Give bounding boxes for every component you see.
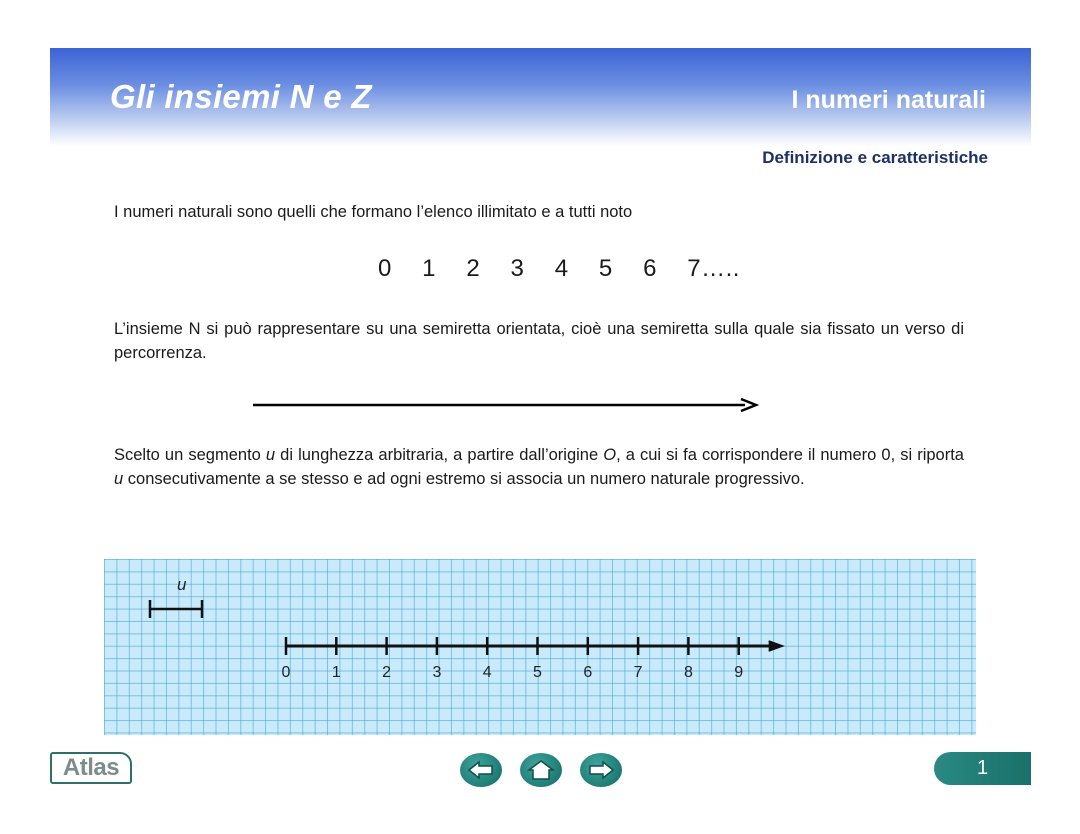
para3-text-a: Scelto un segmento	[114, 446, 266, 464]
page-number: 1	[934, 752, 1031, 785]
number-line-tick-label: 4	[482, 664, 492, 681]
para3-origin: O	[603, 446, 617, 464]
header-banner	[50, 48, 1031, 146]
ray-paragraph: L’insieme N si può rappresentare su una semiretta orientata, cioè una semiretta sulla quale sia fissato un verso di percorrenza.	[114, 320, 964, 362]
number-line-tick-label: 3	[432, 664, 442, 681]
segment-paragraph	[114, 443, 964, 491]
natural-numbers-sequence: 0 1 2 3 4 5 6 7…..	[378, 255, 740, 282]
number-line-tick-label: 5	[533, 664, 542, 681]
para3-u-2: u	[114, 470, 124, 488]
arrow-left-icon	[466, 759, 496, 781]
oriented-ray-arrow	[253, 390, 763, 420]
number-line-tick-label: 9	[734, 664, 744, 681]
next-button[interactable]	[580, 753, 622, 787]
para3-text-b: di lunghezza arbitraria, a partire dall’origine	[275, 446, 604, 464]
number-line-tick-label: 6	[583, 664, 593, 681]
number-line-arrowhead	[769, 641, 783, 651]
home-icon	[526, 758, 556, 782]
number-line-svg	[104, 559, 976, 735]
prev-button[interactable]	[460, 753, 502, 787]
intro-paragraph: I numeri naturali sono quelli che formano l’elenco illimitato e a tutti noto	[114, 203, 633, 221]
home-button[interactable]	[520, 753, 562, 787]
subtitle: Definizione e caratteristiche	[762, 148, 988, 167]
logo-text: Atlas	[62, 754, 120, 781]
number-line-diagram	[104, 559, 976, 735]
para3-text-d: consecutivamente a se stesso e ad ogni estremo si associa un numero naturale progressivo.	[123, 470, 805, 488]
para3-text-c: , a cui si fa corrispondere il numero 0, si riporta	[616, 446, 964, 464]
atlas-logo[interactable]	[50, 752, 132, 784]
number-line-tick-label: 7	[633, 664, 643, 681]
number-line-tick-label: 1	[331, 664, 341, 681]
unit-segment-label: u	[177, 575, 187, 594]
number-line-tick-label: 2	[382, 664, 392, 681]
arrow-right-icon	[586, 759, 616, 781]
number-line-tick-label: 8	[683, 664, 693, 681]
number-line	[282, 637, 783, 681]
para3-u-1: u	[265, 446, 276, 464]
section-title: I numeri naturali	[791, 86, 986, 114]
number-line-tick-label: 0	[281, 664, 291, 681]
page-title: Gli insiemi N e Z	[110, 78, 372, 115]
